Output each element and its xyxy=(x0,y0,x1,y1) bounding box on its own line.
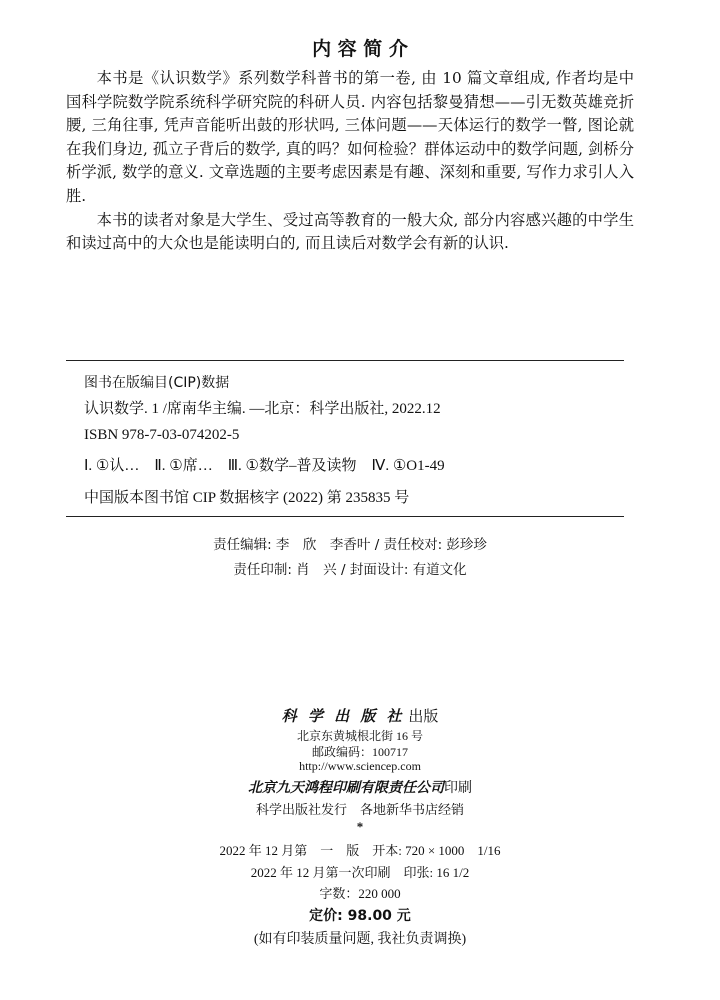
cip-classification: Ⅰ. ①认… Ⅱ. ①席… Ⅲ. ①数学–普及读物 Ⅳ. ①O1-49 xyxy=(84,458,445,474)
cip-top-rule xyxy=(66,360,624,361)
price: 定价: 98.00 元 xyxy=(309,908,411,924)
editors-line: 责任编辑: 李 欣 李香叶 / 责任校对: 彭珍珍 xyxy=(213,537,487,553)
publisher-url: http://www.sciencep.com xyxy=(299,759,421,773)
publisher-zipcode: 邮政编码：100717 xyxy=(311,745,408,759)
quality-notice: (如有印装质量问题, 我社负责调换) xyxy=(253,932,467,947)
cip-record-number: 中国版本图书馆 CIP 数据核字 (2022) 第 235835 号 xyxy=(84,490,410,506)
intro-paragraph-1: 本书是《认识数学》系列数学科普书的第一卷, 由 10 篇文章组成, 作者均是中国科学院数学院系统科学研究院的科研人员. 内容包括黎曼猜想——引无数英雄竞折腰, 三角往事, 凭声音能听出鼓的形状吗, 三体问题——天体运行的数学一瞥, 图论就在我们身边, 孤立子背后的数学, 真的吗？如何检验？群体运动中的数学问题, 剑桥分析学派, 数学的意义. 文章选题的主要考虑因素是有趣、深刻和重要, 写作力求引人入胜. xyxy=(66,69,634,205)
intro-text xyxy=(66,67,634,256)
edition-line: 2022 年 12 月第 一 版 开本: 720 × 1000 1/16 xyxy=(219,843,501,858)
separator-star: * xyxy=(356,819,364,834)
production-line: 责任印制: 肖 兴 / 封面设计: 有道文化 xyxy=(233,562,467,578)
cip-isbn: ISBN 978-7-03-074202-5 xyxy=(84,427,240,443)
publisher-suffix: 出版 xyxy=(408,709,439,725)
publisher-name: 科 学 出 版 社 xyxy=(281,707,405,725)
printer-line xyxy=(0,777,720,797)
cip-heading: 图书在版编目(CIP)数据 xyxy=(84,375,230,391)
distribution-line: 科学出版社发行 各地新华书店经销 xyxy=(255,802,464,817)
publisher-line xyxy=(0,705,720,726)
printer-suffix: 印刷 xyxy=(444,781,472,796)
printer-name: 北京九天鸿程印刷有限责任公司 xyxy=(248,780,444,796)
publisher-address: 北京东黄城根北街 16 号 xyxy=(296,729,423,743)
page-title: 内 容 简 介 xyxy=(312,38,408,60)
cip-bottom-rule xyxy=(66,516,624,517)
word-count: 字数：220 000 xyxy=(319,886,401,901)
intro-paragraph-2: 本书的读者对象是大学生、受过高等教育的一般大众, 部分内容感兴趣的中学生和读过高中的大众也是能读明白的, 而且读后对数学会有新的认识. xyxy=(66,210,634,253)
cip-catalog-line: 认识数学. 1 /席南华主编. —北京：科学出版社, 2022.12 xyxy=(84,401,441,417)
printing-line: 2022 年 12 月第一次印刷 印张: 16 1/2 xyxy=(250,865,470,880)
